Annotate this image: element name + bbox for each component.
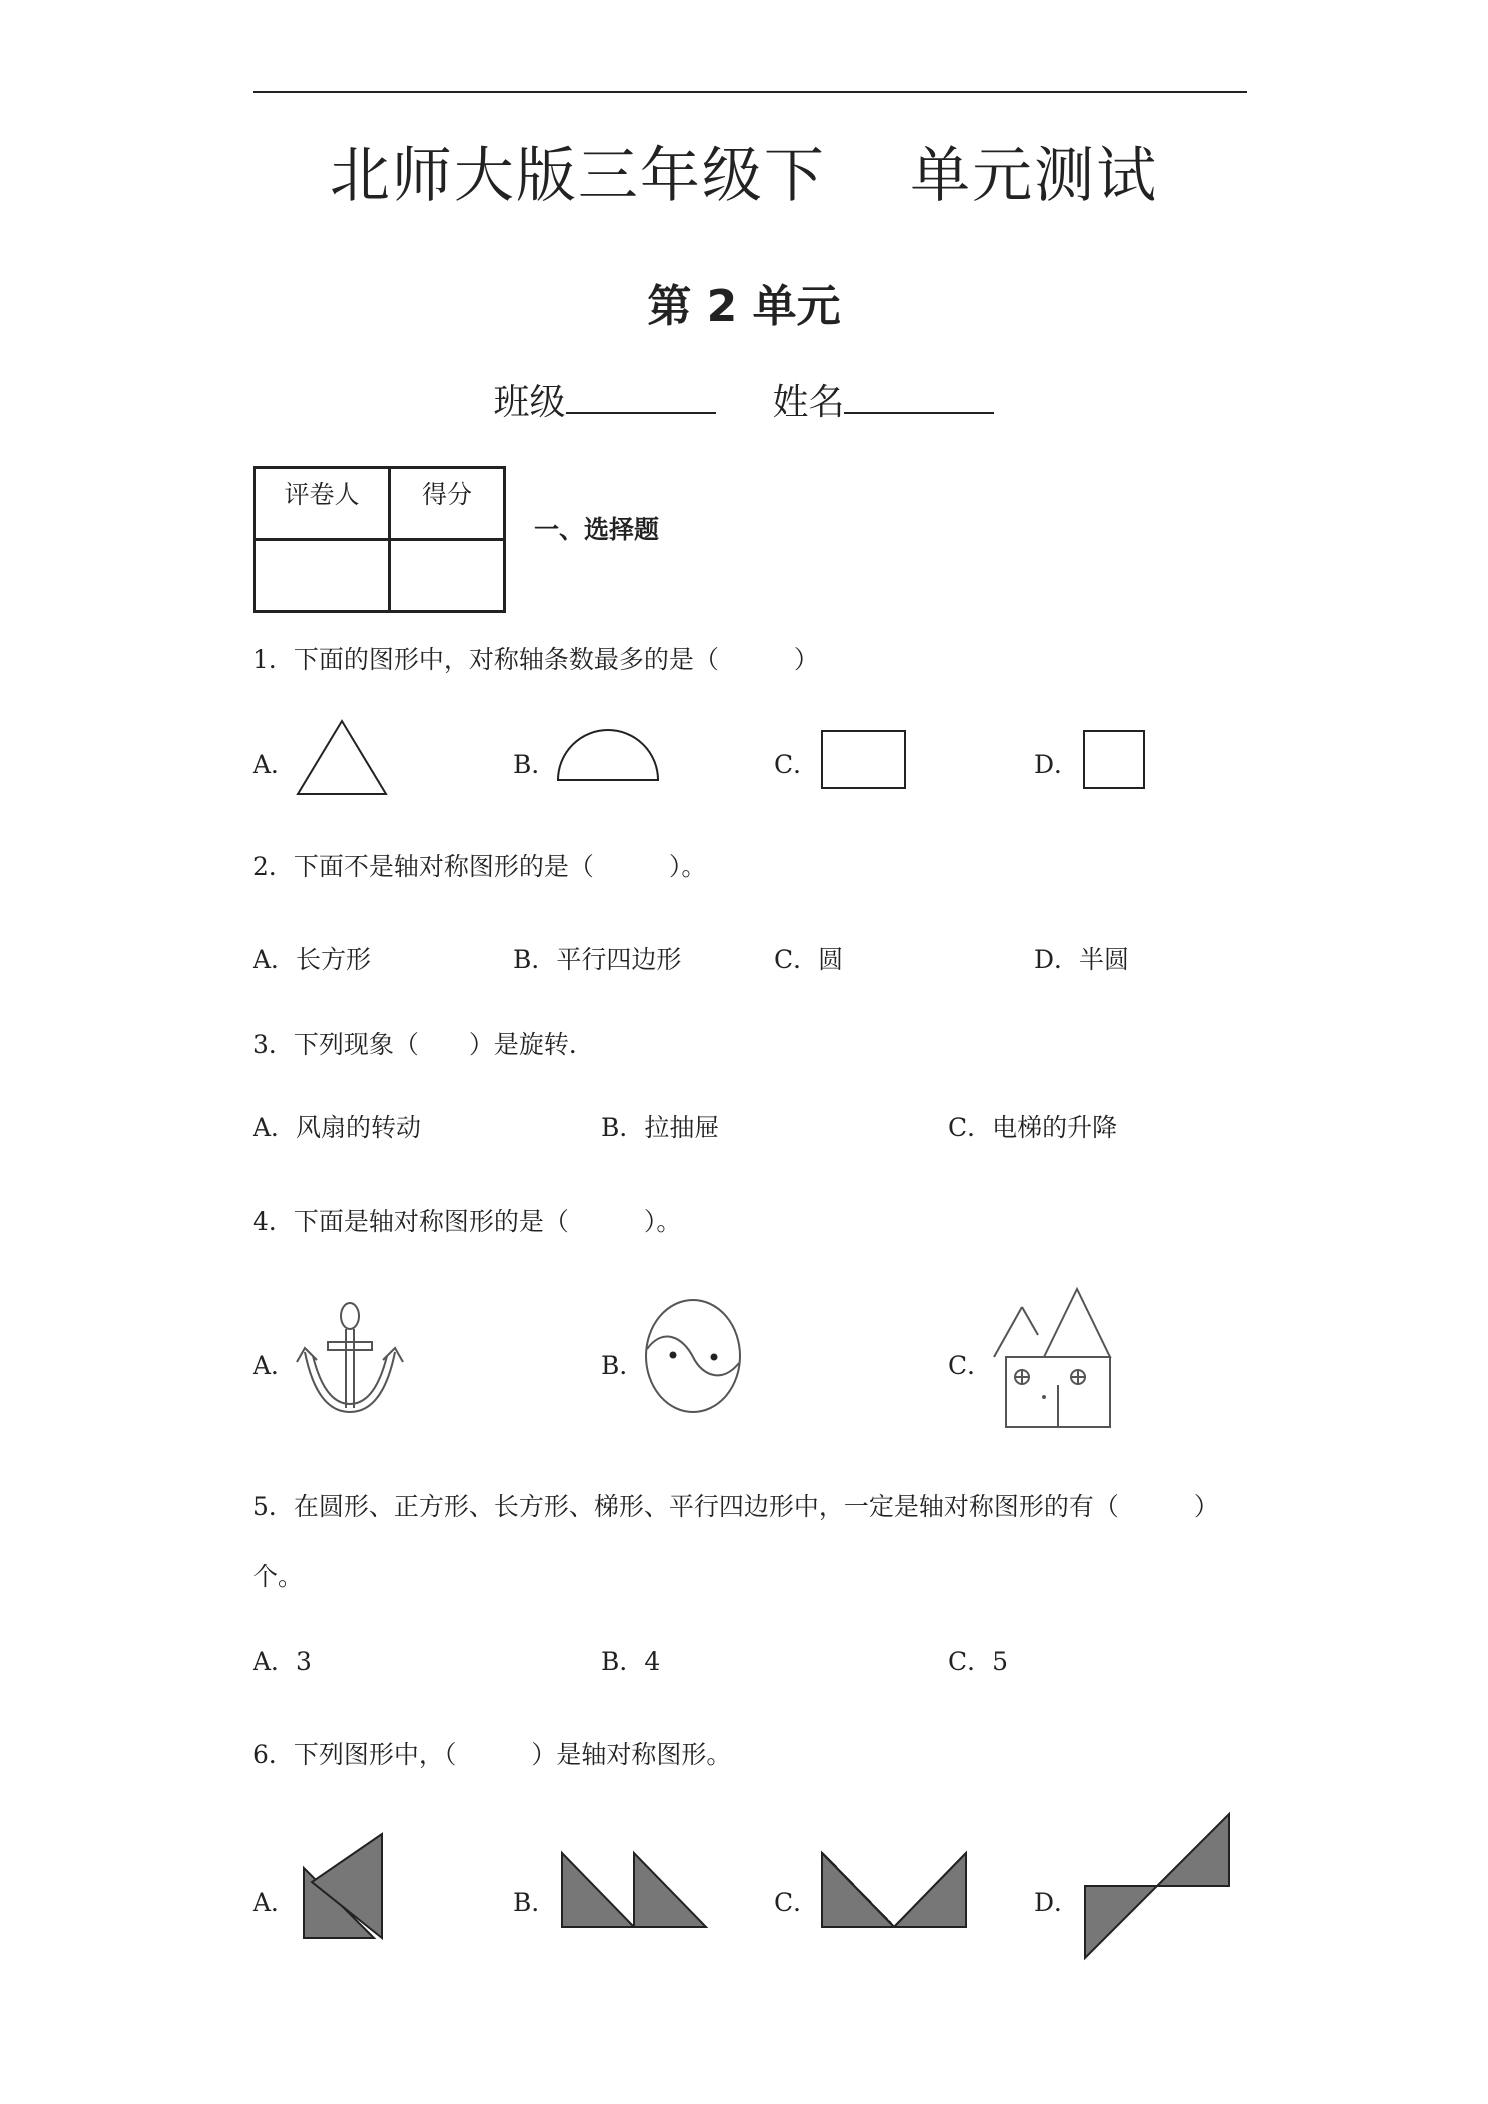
rectangle-shape-icon bbox=[821, 730, 907, 790]
question-1: 1．下面的图形中，对称轴条数最多的是（ ） bbox=[253, 645, 819, 674]
question-5-line-1: 5．在圆形、正方形、长方形、梯形、平行四边形中，一定是轴对称图形的有（ ） bbox=[253, 1492, 1219, 1521]
question-3: 3．下列现象（ ）是旋转． bbox=[253, 1030, 594, 1059]
v-mirror-triangles-icon bbox=[820, 1851, 972, 1931]
grader-cell[interactable] bbox=[255, 540, 390, 612]
q1-option-b[interactable]: B． bbox=[513, 750, 557, 779]
q4-option-c[interactable]: C． bbox=[948, 1351, 993, 1380]
q3-option-b[interactable]: B．拉抽屉 bbox=[601, 1113, 720, 1142]
semicircle-shape-icon bbox=[556, 728, 660, 784]
score-header: 得分 bbox=[390, 468, 505, 540]
q4-option-b[interactable]: B． bbox=[601, 1351, 645, 1380]
q6-option-c[interactable]: C． bbox=[774, 1888, 819, 1917]
class-blank[interactable] bbox=[566, 382, 716, 414]
two-triangles-icon bbox=[560, 1851, 710, 1929]
q2-option-b[interactable]: B．平行四边形 bbox=[513, 945, 682, 974]
q6-option-a[interactable]: A． bbox=[253, 1888, 297, 1917]
q1-option-a[interactable]: A． bbox=[253, 750, 297, 779]
q1-option-d[interactable]: D． bbox=[1034, 750, 1080, 779]
q5-option-c[interactable]: C．5 bbox=[948, 1647, 1009, 1676]
q1-option-c[interactable]: C． bbox=[774, 750, 819, 779]
q2-option-a[interactable]: A．长方形 bbox=[253, 945, 372, 974]
q5-option-b[interactable]: B．4 bbox=[601, 1647, 661, 1676]
q4-option-a[interactable]: A． bbox=[253, 1351, 297, 1380]
grader-header: 评卷人 bbox=[255, 468, 390, 540]
question-6: 6．下列图形中，（ ）是轴对称图形。 bbox=[253, 1740, 732, 1769]
q2-option-c[interactable]: C．圆 bbox=[774, 945, 844, 974]
score-table bbox=[253, 466, 506, 613]
top-rule bbox=[253, 91, 1247, 93]
student-info bbox=[0, 374, 1488, 425]
class-label: 班级 bbox=[493, 382, 566, 423]
rotated-triangles-icon bbox=[1083, 1812, 1233, 1960]
triangle-shape-icon bbox=[295, 718, 390, 798]
q3-option-a[interactable]: A．风扇的转动 bbox=[253, 1113, 422, 1142]
square-shape-icon bbox=[1083, 730, 1146, 790]
name-label: 姓名 bbox=[772, 382, 845, 423]
q6-option-b[interactable]: B． bbox=[513, 1888, 557, 1917]
question-4: 4．下面是轴对称图形的是（ ）。 bbox=[253, 1207, 682, 1236]
q6-option-d[interactable]: D． bbox=[1034, 1888, 1080, 1917]
house-icon bbox=[992, 1285, 1127, 1430]
q5-option-a[interactable]: A．3 bbox=[253, 1647, 312, 1676]
section-title: 一、选择题 bbox=[534, 515, 660, 544]
page-title: 北师大版三年级下 单元测试 bbox=[329, 141, 1159, 211]
name-blank[interactable] bbox=[844, 382, 994, 414]
question-5-line-2: 个。 bbox=[253, 1562, 304, 1591]
anchor-icon bbox=[295, 1300, 405, 1420]
unit-title: 第 2 单元 bbox=[647, 281, 841, 332]
q2-option-d[interactable]: D．半圆 bbox=[1034, 945, 1130, 974]
question-2: 2．下面不是轴对称图形的是（ ）。 bbox=[253, 852, 707, 881]
q3-option-c[interactable]: C．电梯的升降 bbox=[948, 1113, 1118, 1142]
overlapping-triangles-icon bbox=[302, 1832, 386, 1942]
score-cell[interactable] bbox=[390, 540, 505, 612]
yin-yang-icon bbox=[643, 1297, 743, 1415]
